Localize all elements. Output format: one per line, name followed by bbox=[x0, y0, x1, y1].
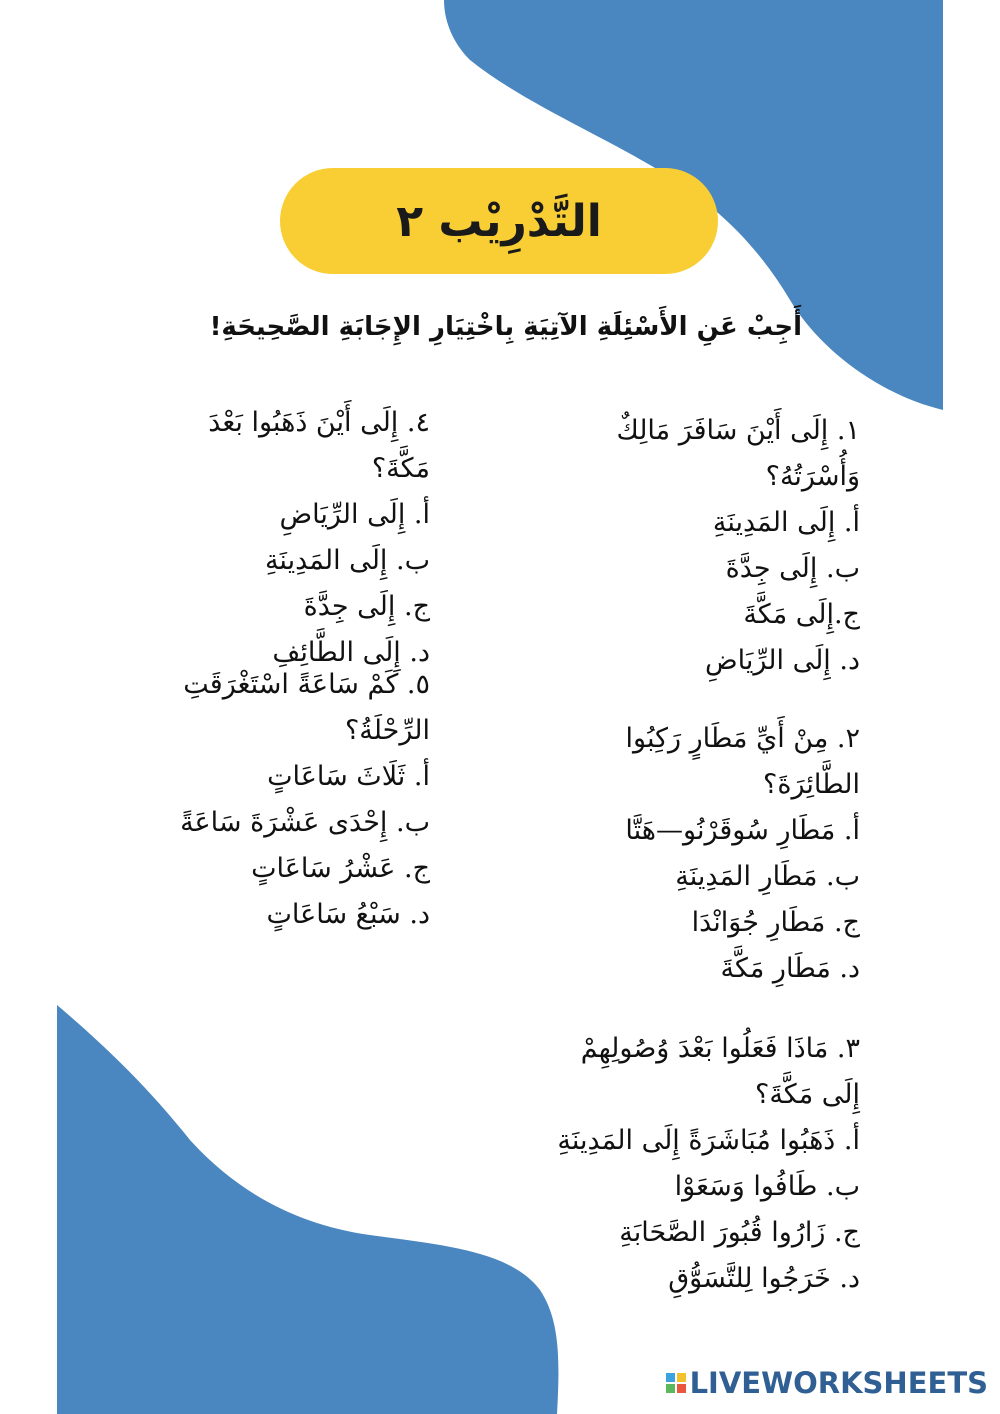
question-5-option-d[interactable]: د. سَبْعُ سَاعَاتٍ bbox=[266, 899, 430, 930]
question-2-option-b[interactable]: ب. مَطَارِ المَدِينَةِ bbox=[675, 861, 860, 892]
question-1-stem-line-2: وَأُسْرَتُهُ؟ bbox=[765, 461, 860, 492]
question-2 bbox=[560, 716, 860, 992]
question-4-option-a[interactable]: أ. إِلَى الرِّيَاضِ bbox=[279, 499, 430, 530]
question-1-stem-line-1: ١. إِلَى أَيْنَ سَافَرَ مَالِكٌ bbox=[616, 415, 860, 446]
bottom-left-blue-shape bbox=[57, 1005, 558, 1414]
logo-text: LIVEWORKSHEETS bbox=[689, 1366, 988, 1400]
question-3-option-a[interactable]: أ. ذَهَبُوا مُبَاشَرَةً إِلَى المَدِينَةِ bbox=[557, 1125, 860, 1156]
question-4-option-b[interactable]: ب. إِلَى المَدِينَةِ bbox=[264, 545, 430, 576]
question-2-stem-line-1: ٢. مِنْ أَيِّ مَطَارٍ رَكِبُوا bbox=[625, 723, 860, 754]
question-3-stem-line-1: ٣. مَاذَا فَعَلُوا بَعْدَ وُصُولِهِمْ bbox=[580, 1033, 860, 1064]
logo-tile-3 bbox=[666, 1384, 675, 1393]
question-1-option-c[interactable]: ج.إِلَى مَكَّةَ bbox=[743, 599, 860, 630]
question-1-option-b[interactable]: ب. إِلَى جِدَّةَ bbox=[725, 553, 860, 584]
question-4-stem-line-1: ٤. إِلَى أَيْنَ ذَهَبُوا بَعْدَ مَكَّةَ؟ bbox=[208, 407, 430, 484]
question-3 bbox=[540, 1026, 860, 1302]
question-3-stem-line-2: إِلَى مَكَّةَ؟ bbox=[755, 1079, 860, 1110]
question-5-stem-line-1: ٥. كَمْ سَاعَةً اسْتَغْرَقَتِ bbox=[183, 669, 430, 700]
question-1-option-d[interactable]: د. إِلَى الرِّيَاضِ bbox=[704, 645, 860, 676]
question-3-option-b[interactable]: ب. طَافُوا وَسَعَوْا bbox=[674, 1171, 860, 1202]
liveworksheets-logo[interactable] bbox=[666, 1366, 988, 1400]
question-3-option-d[interactable]: د. خَرَجُوا لِلتَّسَوُّقِ bbox=[668, 1263, 860, 1294]
question-2-stem-line-2: الطَّائِرَةَ؟ bbox=[763, 769, 860, 800]
logo-icon bbox=[666, 1373, 686, 1393]
question-2-option-a[interactable]: أ. مَطَارِ سُوقَرْنُو—هَتَّا bbox=[625, 815, 860, 846]
question-5-stem-line-2: الرِّحْلَةُ؟ bbox=[344, 715, 430, 746]
question-5-option-a[interactable]: أ. ثَلَاثَ سَاعَاتٍ bbox=[267, 761, 430, 792]
question-5 bbox=[170, 662, 430, 938]
instruction-text: أَجِبْ عَنِ الأَسْئِلَةِ الآتِيَةِ بِاخْتِيَارِ الإِجَابَةِ الصَّحِيحَةِ! bbox=[209, 312, 802, 342]
logo-tile-4 bbox=[677, 1384, 686, 1393]
logo-tile-1 bbox=[666, 1373, 675, 1382]
question-1-option-a[interactable]: أ. إِلَى المَدِينَةِ bbox=[712, 507, 860, 538]
question-4 bbox=[150, 400, 430, 676]
question-1 bbox=[560, 408, 860, 684]
question-4-option-d[interactable]: د. إِلَى الطَّائِفِ bbox=[272, 637, 430, 668]
question-2-option-d[interactable]: د. مَطَارِ مَكَّةَ bbox=[720, 953, 860, 984]
question-5-option-c[interactable]: ج. عَشْرُ سَاعَاتٍ bbox=[251, 853, 430, 884]
logo-tile-2 bbox=[677, 1373, 686, 1382]
page-title: التَّدْرِيْب ٢ bbox=[396, 195, 602, 247]
question-5-option-b[interactable]: ب. إِحْدَى عَشْرَةَ سَاعَةً bbox=[180, 807, 430, 838]
question-4-option-c[interactable]: ج. إِلَى جِدَّةَ bbox=[303, 591, 430, 622]
question-3-option-c[interactable]: ج. زَارُوا قُبُورَ الصَّحَابَةِ bbox=[619, 1217, 860, 1248]
title-banner bbox=[280, 168, 718, 274]
question-2-option-c[interactable]: ج. مَطَارِ جُوَانْدَا bbox=[691, 907, 860, 938]
